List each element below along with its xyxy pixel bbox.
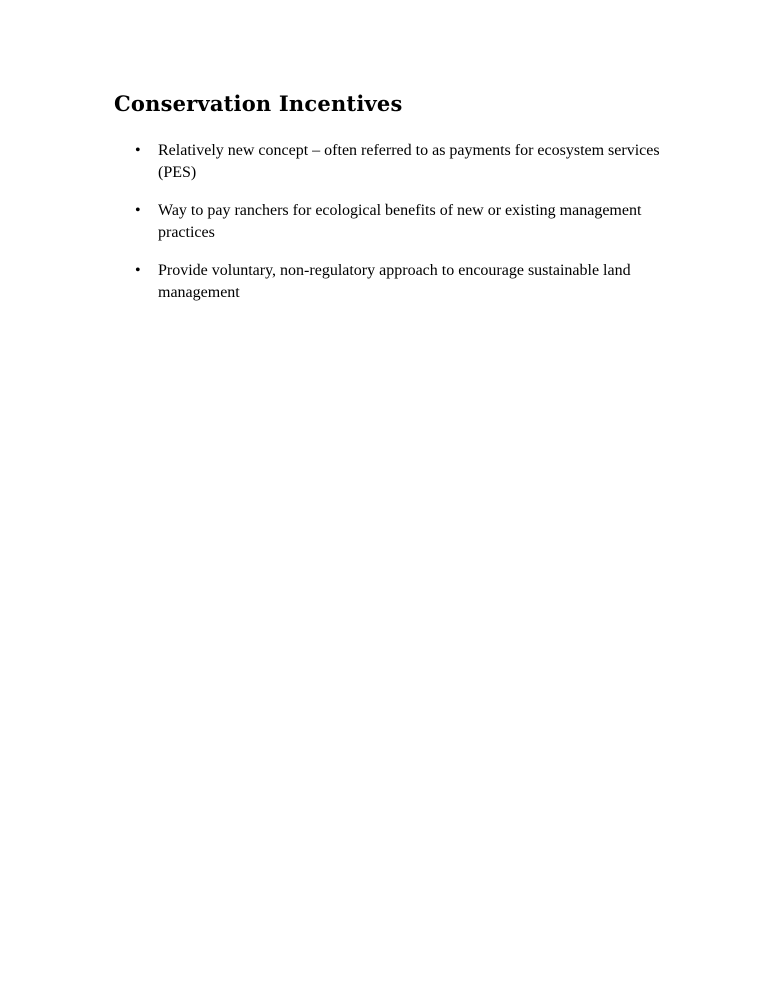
list-item-text: Relatively new concept – often referred to as payments for ecosystem services (PES) [158, 142, 660, 181]
list-item-text: Provide voluntary, non-regulatory approach to encourage sustainable land management [158, 262, 631, 301]
bullet-list [135, 140, 675, 320]
bullet-icon: • [135, 142, 141, 159]
bullet-icon: • [135, 202, 141, 219]
list-item [135, 260, 675, 304]
list-item [135, 200, 675, 244]
page-title: Conservation Incentives [114, 91, 403, 116]
list-item-text: Way to pay ranchers for ecological benefits of new or existing management practices [158, 202, 642, 241]
bullet-icon: • [135, 262, 141, 279]
list-item [135, 140, 675, 184]
